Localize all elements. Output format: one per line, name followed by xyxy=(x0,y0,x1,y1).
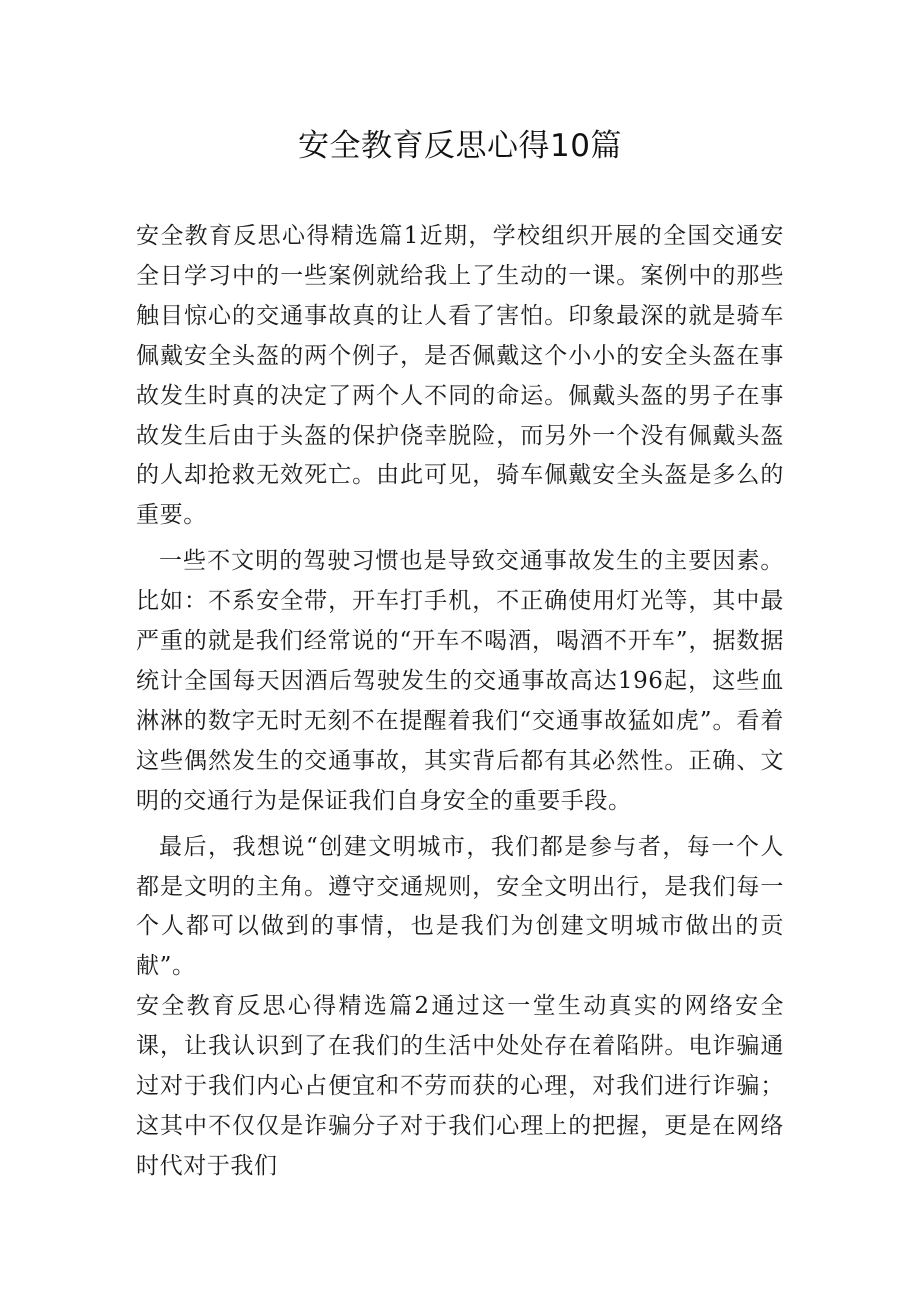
paragraph-3: 最后，我想说“创建文明城市，我们都是参与者，每一个人都是文明的主角。遵守交通规则，安全文明出行，是我们每一个人都可以做到的事情，也是我们为创建文明城市做出的贡献”。 xyxy=(136,833,784,980)
paragraph-2: 一些不文明的驾驶习惯也是导致交通事故发生的主要因素。比如：不系安全带，开车打手机，不正确使用灯光等，其中最严重的就是我们经常说的“开车不喝酒，喝酒不开车”，据数据统计全国每天因酒后驾驶发生的交通事故高达196起，这些血淋淋的数字无时无刻不在提醒着我们“交通事故猛如虎”。看着这些偶然发生的交通事故，其实背后都有其必然性。正确、文明的交通行为是保证我们自身安全的重要手段。 xyxy=(136,548,784,814)
paragraph-1: 安全教育反思心得精选篇1近期，学校组织开展的全国交通安全日学习中的一些案例就给我上了生动的一课。案例中的那些触目惊心的交通事故真的让人看了害怕。印象最深的就是骑车佩戴安全头盔的两个例子，是否佩戴这个小小的安全头盔在事故发生时真的决定了两个人不同的命运。佩戴头盔的男子在事故发生后由于头盔的保护侥幸脱险，而另外一个没有佩戴头盔的人却抢救无效死亡。由此可见，骑车佩戴安全头盔是多么的重要。 xyxy=(136,223,784,529)
paragraph-4: 安全教育反思心得精选篇2通过这一堂生动真实的网络安全课，让我认识到了在我们的生活中处处存在着陷阱。电诈骗通过对于我们内心占便宜和不劳而获的心理，对我们进行诈骗；这其中不仅仅是诈骗分子对于我们心理上的把握，更是在网络时代对于我们 xyxy=(136,993,784,1179)
document-title: 安全教育反思心得10篇 xyxy=(298,128,622,164)
document-body xyxy=(136,217,784,1187)
